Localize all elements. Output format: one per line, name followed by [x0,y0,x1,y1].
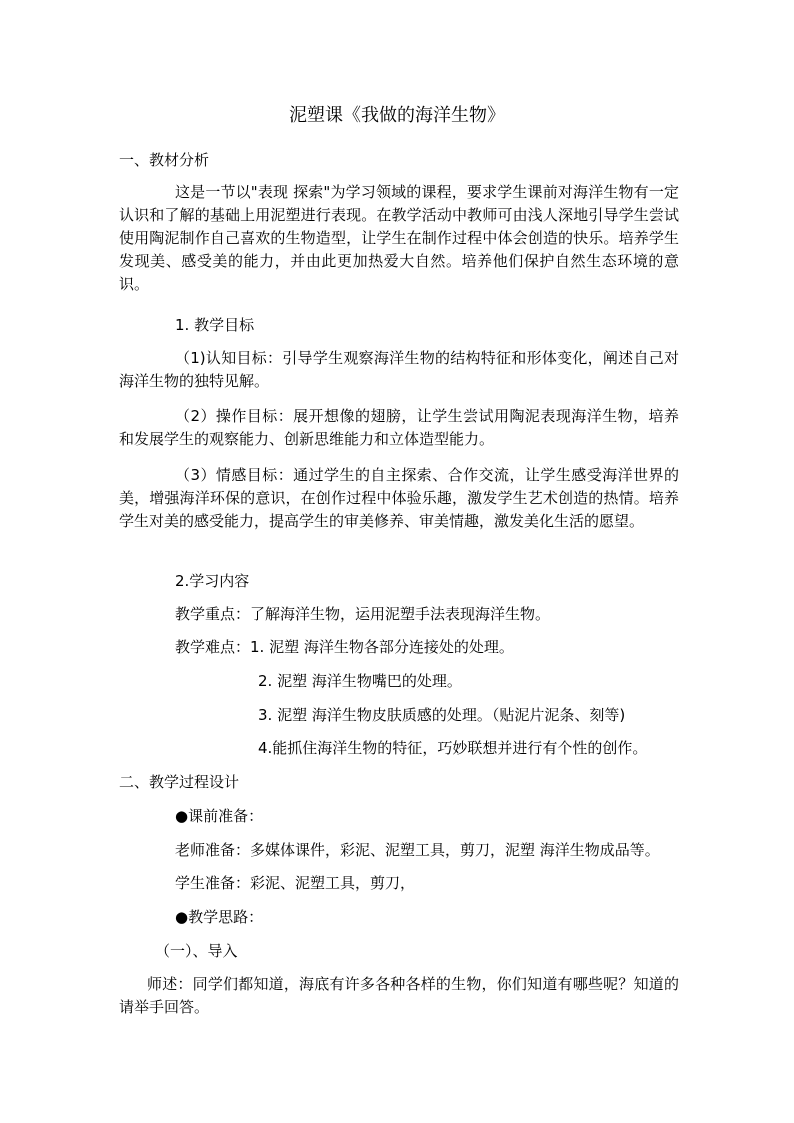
prep-heading: ●课前准备： [175,807,264,825]
difficulty-3: 3. 泥塑 海洋生物皮肤质感的处理。（贴泥片泥条、刻等) [258,706,626,724]
teacher-prep: 老师准备：多媒体课件，彩泥、泥塑工具，剪刀，泥塑 海洋生物成品等。 [175,841,660,859]
student-prep: 学生准备：彩泥、泥塑工具，剪刀， [175,874,416,892]
difficulty-4: 4.能抓住海洋生物的特征，巧妙联想并进行有个性的创作。 [258,739,648,757]
intro-heading: （一）、导入 [155,942,238,960]
teacher-narration: 师述：同学们都知道，海底有许多各种各样的生物，你们知道有哪些呢？知道的请举手回答。 [119,975,679,1016]
content-heading: 2.学习内容 [175,572,250,590]
objectives-heading: 1. 教学目标 [175,316,255,334]
objective-emotional: （3）情感目标：通过学生的自主探索、合作交流，让学生感受海洋世界的美，增强海洋环保的意识，在创作过程中体验乐趣，激发学生艺术创造的热情。培养学生对美的感受能力，提高学生的审美修养、审美情趣，激发美化生活的愿望。 [119,466,679,530]
document-title: 泥塑课《我做的海洋生物》 [289,105,505,126]
objective-operational: （2）操作目标：展开想像的翅膀，让学生尝试用陶泥表现海洋生物，培养和发展学生的观察能力、创新思维能力和立体造型能力。 [119,407,679,448]
difficulty-2: 2. 泥塑 海洋生物嘴巴的处理。 [258,672,462,690]
key-point: 教学重点：了解海洋生物，运用泥塑手法表现海洋生物。 [175,605,551,623]
section-heading-analysis: 一、教材分析 [119,151,210,169]
analysis-paragraph: 这是一节以"表现 探索"为学习领域的课程，要求学生课前对海洋生物有一定认识和了解的基础上用泥塑进行表现。在教学活动中教师可由浅人深地引导学生尝试使用陶泥制作自己喜欢的生物造型，让学生在制作过程中体会创造的快乐。培养学生发现美、感受美的能力，并由此更加热爱大自然。培养他们保护自然生态环境的意识。 [119,183,679,293]
approach-heading: ●教学思路： [175,908,264,926]
difficulty-1: 教学难点：1. 泥塑 海洋生物各部分连接处的处理。 [175,638,514,656]
objective-cognitive: （1)认知目标：引导学生观察海洋生物的结构特征和形体变化，阐述自己对海洋生物的独特见解。 [119,349,679,390]
section-heading-process: 二、教学过程设计 [119,773,240,791]
